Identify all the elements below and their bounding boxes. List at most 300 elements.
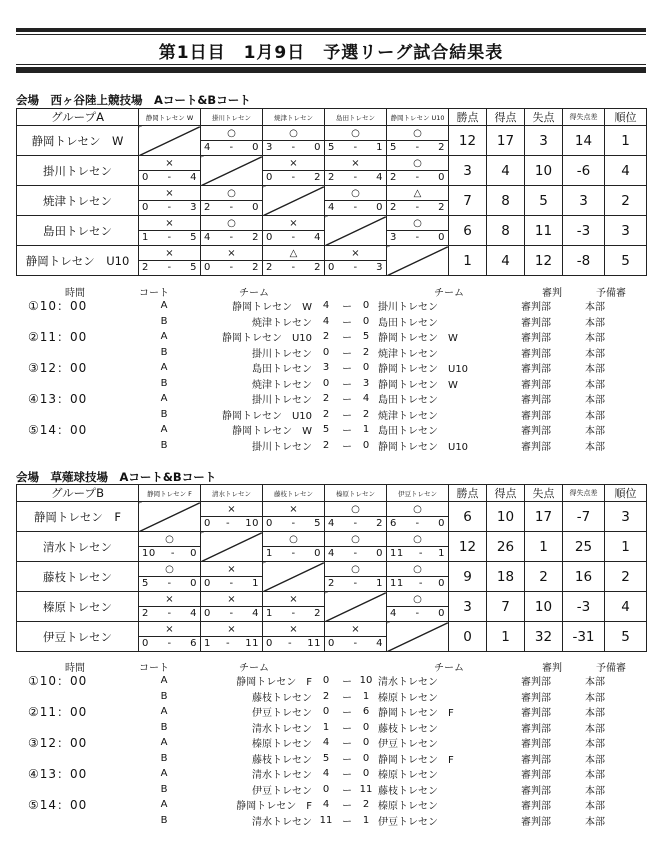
result-mark: × [227,564,236,575]
score-for: 0 [266,638,273,649]
home-score: 0 [322,377,330,389]
team-name: 藤枝トレセン [17,562,139,592]
match-time: ①10：00 [28,674,88,689]
score-dash: ー [342,708,352,720]
table-row [17,592,647,622]
referee-header: 審判 [542,662,562,674]
bottom-rule-thin [16,64,646,65]
home-score: 2 [322,408,330,420]
venue-a: 会場 西ヶ谷陸上競技場 Aコート&Bコート [16,93,251,107]
match-court: B [160,690,168,702]
away-team: 伊豆トレセン [378,739,438,751]
result-mark: × [165,218,174,229]
time-header: 時間 [65,287,85,299]
away-team: 焼津トレセン [378,348,438,360]
result-cell [387,532,449,562]
match-court: A [160,737,168,749]
reserve-referee: 本部 [585,333,605,345]
opponent-header: 静岡トレセン U10 [387,109,449,126]
score: 3 - 0 [263,140,324,154]
goals-against: 5 [525,186,563,216]
score-for: 0 [328,638,335,649]
home-score: 5 [322,752,330,764]
team-name: 焼津トレセン [17,186,139,216]
team-header: チーム [239,662,269,674]
rank: 5 [605,622,647,652]
referee: 審判部 [521,723,551,735]
result-cell [263,216,325,246]
score-dash: ー [342,770,352,782]
result-mark: △ [413,188,422,199]
referee-header: 審判 [542,287,562,299]
reserve-referee: 本部 [585,379,605,391]
score: 0 - 3 [139,200,200,214]
result-mark: × [227,624,236,635]
result-mark: × [289,218,298,229]
score: 3 - 0 [387,230,448,244]
rank: 5 [605,246,647,276]
match-row [16,345,646,361]
group-label: グループA [17,109,139,126]
home-team: 静岡トレセン F [236,801,312,813]
opponent-header: 清水トレセン [201,485,263,502]
match-row [16,751,646,767]
home-score: 11 [319,814,333,826]
referee: 審判部 [521,801,551,813]
reserve-referee: 本部 [585,364,605,376]
score-against: 0 [438,518,445,529]
home-score: 4 [322,737,330,749]
score-for: 4 [328,202,335,213]
stat-header: 得点 [487,485,525,502]
table-row [17,502,647,532]
points: 12 [449,532,487,562]
stat-header: 得失点差 [563,109,605,126]
score-for: 0 [142,172,149,183]
reserve-referee: 本部 [585,395,605,407]
table-row [17,562,647,592]
result-mark: ○ [289,534,298,545]
home-team: 掛川トレセン [252,348,312,360]
result-mark: ○ [351,534,360,545]
reserve-referee: 本部 [585,801,605,813]
score-for: 4 [390,608,397,619]
result-mark: ○ [227,188,236,199]
home-score: 2 [322,331,330,343]
goal-difference: -6 [563,156,605,186]
score-dash: ー [342,410,352,422]
reserve-referee: 本部 [585,677,605,689]
match-row [16,314,646,330]
goals-for: 18 [487,562,525,592]
reserve-header: 予備審 [596,287,626,299]
home-score: 4 [322,799,330,811]
away-score: 3 [362,377,370,389]
points: 6 [449,502,487,532]
result-mark: ○ [227,128,236,139]
score: 2 - 0 [387,170,448,184]
score-for: 4 [328,548,335,559]
goal-difference: 25 [563,532,605,562]
result-mark: ○ [413,128,422,139]
result-cell [201,216,263,246]
home-team: 静岡トレセン U10 [221,333,312,345]
goals-for: 17 [487,126,525,156]
result-mark: ○ [413,504,422,515]
goals-against: 2 [525,562,563,592]
home-score: 0 [322,675,330,687]
result-mark: × [351,248,360,259]
result-cell [263,592,325,622]
stat-header: 順位 [605,485,647,502]
score: 11 - 1 [387,546,448,560]
result-cell [387,126,449,156]
score-dash: ー [342,785,352,797]
match-court: B [160,408,168,420]
table-row [17,246,647,276]
result-cell [263,622,325,652]
home-score: 2 [322,393,330,405]
score: 4 - 2 [201,230,262,244]
score-dash: ー [342,317,352,329]
score: 0 - 5 [263,516,324,530]
away-score: 5 [362,331,370,343]
stat-header: 失点 [525,485,563,502]
score: 2 - 1 [325,576,386,590]
score-against: 4 [252,608,259,619]
result-mark: × [289,158,298,169]
result-mark: ○ [227,218,236,229]
team-name: 静岡トレセン W [17,126,139,156]
score-dash: ー [342,426,352,438]
points: 9 [449,562,487,592]
result-cell [263,532,325,562]
stat-header: 勝点 [449,485,487,502]
score-for: 1 [142,232,149,243]
score-for: 0 [204,578,211,589]
match-court: A [160,706,168,718]
score: 1 - 2 [263,606,324,620]
match-court: A [160,362,168,374]
score-against: 2 [252,232,259,243]
home-team: 掛川トレセン [252,395,312,407]
match-time: ⑤14：00 [28,798,88,813]
stat-header: 順位 [605,109,647,126]
match-court: A [160,393,168,405]
score-dash: ー [342,816,352,828]
result-cell [387,502,449,532]
score: 0 - 4 [263,230,324,244]
score-dash: ー [342,754,352,766]
score-dash: ー [342,379,352,391]
score: 1 - 5 [139,230,200,244]
result-cell [139,246,201,276]
home-team: 藤枝トレセン [252,692,312,704]
home-team: 伊豆トレセン [252,785,312,797]
goals-against: 10 [525,156,563,186]
reserve-referee: 本部 [585,816,605,828]
schedule-b [16,659,646,828]
group-label: グループB [17,485,139,502]
referee: 審判部 [521,364,551,376]
home-score: 4 [322,300,330,312]
result-mark: × [289,624,298,635]
referee: 審判部 [521,348,551,360]
home-team: 伊豆トレセン [252,708,312,720]
score: 0 - 1 [201,576,262,590]
referee: 審判部 [521,692,551,704]
goals-against: 32 [525,622,563,652]
home-team: 静岡トレセン W [232,302,312,314]
score-against: 0 [438,578,445,589]
away-score: 10 [359,675,373,687]
rank: 1 [605,126,647,156]
result-cell [325,186,387,216]
result-mark: × [289,594,298,605]
result-cell [139,532,201,562]
score-against: 5 [314,518,321,529]
result-mark: ○ [413,564,422,575]
opponent-header: 藤枝トレセン [263,485,325,502]
score-dash: ー [342,348,352,360]
table-row [17,532,647,562]
result-cell [325,126,387,156]
score-for: 4 [204,142,211,153]
score-for: 1 [266,608,273,619]
score-for: 2 [266,262,273,273]
match-time: ③12：00 [28,736,88,751]
result-cell [387,592,449,622]
away-score: 0 [362,439,370,451]
diagonal-cell [263,562,325,592]
result-cell [139,156,201,186]
match-row [16,329,646,345]
match-court: B [160,439,168,451]
table-row [17,186,647,216]
goals-for: 4 [487,246,525,276]
away-team: 藤枝トレセン [378,723,438,735]
top-rule-thin [16,34,646,35]
home-score: 2 [322,439,330,451]
reserve-referee: 本部 [585,441,605,453]
stat-header: 失点 [525,109,563,126]
match-row [16,766,646,782]
referee: 審判部 [521,410,551,422]
goal-difference: 14 [563,126,605,156]
away-score: 11 [359,783,373,795]
team-name: 静岡トレセン U10 [17,246,139,276]
score-for: 0 [204,608,211,619]
match-row [16,298,646,314]
score: 4 - 0 [325,546,386,560]
team-name: 榛原トレセン [17,592,139,622]
away-team: 藤枝トレセン [378,785,438,797]
diagonal-cell [201,532,263,562]
result-cell [139,562,201,592]
score: 0 - 2 [201,260,262,274]
result-mark: ○ [351,188,360,199]
reserve-referee: 本部 [585,785,605,797]
diagonal-cell [201,156,263,186]
away-score: 1 [362,424,370,436]
result-mark: ○ [289,128,298,139]
score-for: 3 [266,142,273,153]
away-team: 伊豆トレセン [378,816,438,828]
score-against: 0 [438,608,445,619]
score-against: 1 [376,578,383,589]
referee: 審判部 [521,379,551,391]
score: 10 - 0 [139,546,200,560]
match-time: ③12：00 [28,361,88,376]
goals-for: 1 [487,622,525,652]
result-mark: × [165,158,174,169]
score-dash: ー [342,302,352,314]
score-against: 2 [376,518,383,529]
score: 5 - 1 [325,140,386,154]
result-mark: × [289,504,298,515]
home-team: 島田トレセン [252,364,312,376]
goals-against: 12 [525,246,563,276]
home-team: 清水トレセン [252,723,312,735]
court-header: コート [139,287,169,299]
result-cell [387,156,449,186]
away-team: 静岡トレセン W [378,379,458,391]
away-team: 榛原トレセン [378,692,438,704]
goals-for: 8 [487,186,525,216]
result-cell [325,246,387,276]
team-header: チーム [239,287,269,299]
score: 5 - 2 [387,140,448,154]
away-score: 6 [362,706,370,718]
goals-against: 3 [525,126,563,156]
score-for: 5 [390,142,397,153]
score-for: 2 [204,202,211,213]
score-dash: ー [342,692,352,704]
score-against: 0 [438,172,445,183]
table-row [17,216,647,246]
score: 0 - 3 [325,260,386,274]
goals-against: 1 [525,532,563,562]
home-team: 清水トレセン [252,770,312,782]
score-against: 4 [314,232,321,243]
home-team: 静岡トレセン U10 [221,410,312,422]
score-for: 10 [142,548,156,559]
score: 0 - 4 [201,606,262,620]
result-mark: ○ [413,158,422,169]
score-for: 6 [390,518,397,529]
team-header: チーム [434,287,464,299]
match-court: B [160,377,168,389]
result-cell [325,532,387,562]
match-court: B [160,721,168,733]
result-cell [263,502,325,532]
home-team: 静岡トレセン W [232,426,312,438]
score-for: 0 [328,262,335,273]
score-against: 2 [314,172,321,183]
match-time: ①10：00 [28,299,88,314]
result-mark: × [165,594,174,605]
match-row [16,422,646,438]
home-team: 清水トレセン [252,816,312,828]
rank: 2 [605,562,647,592]
match-row [16,391,646,407]
away-team: 島田トレセン [378,317,438,329]
score-for: 11 [390,578,404,589]
score-against: 2 [252,262,259,273]
away-team: 掛川トレセン [378,302,438,314]
goal-difference: -3 [563,592,605,622]
away-team: 静岡トレセン U10 [378,364,469,376]
away-team: 焼津トレセン [378,410,438,422]
referee: 審判部 [521,739,551,751]
away-score: 0 [362,721,370,733]
result-cell [325,502,387,532]
result-mark: × [227,248,236,259]
away-team: 榛原トレセン [378,770,438,782]
score: 0 - 6 [139,636,200,650]
referee: 審判部 [521,426,551,438]
court-header: コート [139,662,169,674]
points: 0 [449,622,487,652]
home-score: 5 [322,424,330,436]
home-team: 藤枝トレセン [252,754,312,766]
schedule-a [16,284,646,453]
result-cell [139,592,201,622]
result-mark: ○ [165,564,174,575]
team-name: 清水トレセン [17,532,139,562]
score-against: 1 [252,578,259,589]
score-against: 3 [190,202,197,213]
goals-for: 4 [487,156,525,186]
referee: 審判部 [521,816,551,828]
score: 1 - 11 [201,636,262,650]
away-score: 1 [362,814,370,826]
goal-difference: 3 [563,186,605,216]
match-court: B [160,315,168,327]
rank: 4 [605,592,647,622]
team-name: 伊豆トレセン [17,622,139,652]
away-score: 0 [362,768,370,780]
referee: 審判部 [521,708,551,720]
result-mark: △ [289,248,298,259]
result-mark: × [165,188,174,199]
away-team: 榛原トレセン [378,801,438,813]
referee: 審判部 [521,333,551,345]
score: 0 - 4 [139,170,200,184]
goals-against: 10 [525,592,563,622]
result-cell [387,186,449,216]
diagonal-cell [387,246,449,276]
match-court: A [160,675,168,687]
reserve-referee: 本部 [585,708,605,720]
score-against: 4 [190,608,197,619]
bottom-rule-thick [16,67,646,73]
home-score: 0 [322,783,330,795]
score-for: 5 [142,578,149,589]
score-against: 11 [307,638,321,649]
match-row [16,438,646,454]
match-row [16,735,646,751]
score-against: 11 [245,638,259,649]
score-for: 5 [328,142,335,153]
away-team: 島田トレセン [378,395,438,407]
result-cell [139,186,201,216]
stat-header: 得点 [487,109,525,126]
score: 5 - 0 [139,576,200,590]
goal-difference: -3 [563,216,605,246]
home-score: 0 [322,346,330,358]
reserve-referee: 本部 [585,317,605,329]
